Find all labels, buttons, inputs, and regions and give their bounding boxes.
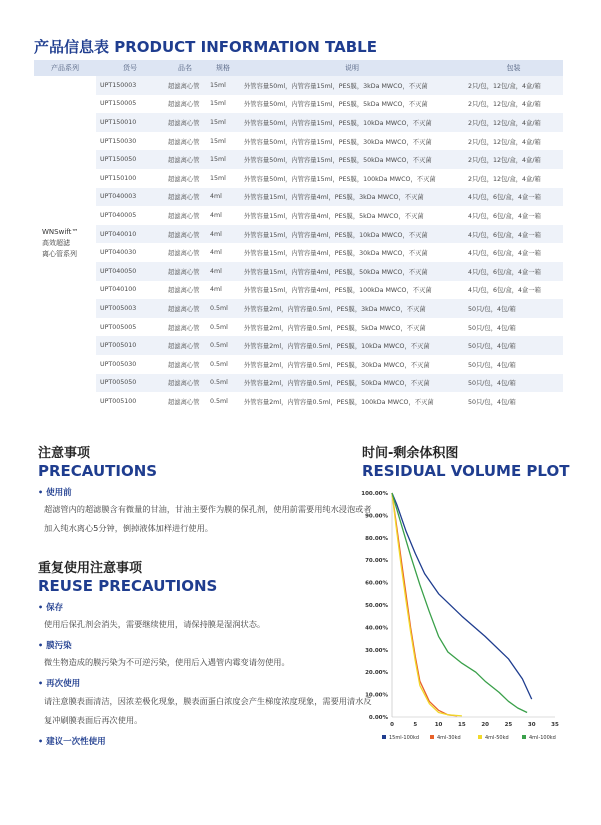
cell-description: 外管容量50ml，内管容量15ml，PES膜，30kDa MWCO，不灭菌 (240, 132, 464, 151)
cell-spec: 0.5ml (206, 374, 240, 393)
cell-packaging: 50只/包，4包/箱 (464, 299, 563, 318)
cell-description: 外管容量2ml，内管容量0.5ml，PES膜，100kDa MWCO，不灭菌 (240, 392, 464, 411)
reuse-text-reuse: 请注意膜表面清洁，因浓差极化现象，膜表面蛋白浓度会产生梯度浓度现象，需要用清水反复冲刷膜表面后再次使用。 (44, 696, 372, 725)
cell-packaging: 4只/包，6包/盒，4盒一箱 (464, 243, 563, 262)
legend-swatch (522, 735, 526, 739)
reuse-title-en: REUSE PRECAUTIONS (38, 577, 218, 595)
cell-spec: 4ml (206, 281, 240, 300)
y-tick-label: 80.00% (365, 535, 388, 542)
precautions-text: 超滤管内的超滤膜含有微量的甘油，甘油主要作为膜的保孔剂，使用前需要用纯水浸泡或者加入纯水离心5分钟，倒掉液体加样进行使用。 (44, 504, 372, 533)
legend-label: 4ml-50kd (485, 735, 509, 741)
cell-description: 外管容量2ml，内管容量0.5ml，PES膜，10kDa MWCO，不灭菌 (240, 336, 464, 355)
cell-description: 外管容量15ml，内管容量4ml，PES膜，3kDa MWCO，不灭菌 (240, 188, 464, 207)
cell-spec: 0.5ml (206, 318, 240, 337)
cell-description: 外管容量2ml，内管容量0.5ml，PES膜，30kDa MWCO，不灭菌 (240, 355, 464, 374)
cell-spec: 4ml (206, 188, 240, 207)
cell-spec: 15ml (206, 150, 240, 169)
precautions-title-cn: 注意事项 (38, 446, 91, 461)
reuse-text-fouling: 微生物造成的膜污染为不可逆污染，使用后入遇管内霉变请勿使用。 (44, 657, 290, 667)
reuse-bullet-label: 再次使用 (46, 679, 81, 689)
cell-sku: UPT005030 (96, 355, 164, 374)
cell-description: 外管容量2ml，内管容量0.5ml，PES膜，3kDa MWCO，不灭菌 (240, 299, 464, 318)
precautions-heading (38, 442, 157, 480)
bullet-dot-icon: • (38, 488, 44, 497)
cell-packaging: 2只/包，12包/盒，4盒/箱 (464, 150, 563, 169)
cell-product-name: 超滤离心管 (164, 392, 206, 411)
cell-spec: 4ml (206, 206, 240, 225)
series-line: WNSwift™ (42, 227, 79, 236)
x-tick-label: 5 (413, 722, 418, 728)
cell-packaging: 2只/包，12包/盒，4盒/箱 (464, 113, 563, 132)
cell-product-name: 超滤离心管 (164, 132, 206, 151)
residual-volume-chart (360, 485, 570, 750)
y-tick-label: 50.00% (365, 603, 388, 609)
table-row (34, 169, 563, 188)
cell-sku: UPT005005 (96, 318, 164, 337)
cell-packaging: 4只/包，6包/盒，4盒一箱 (464, 188, 563, 207)
cell-product-name: 超滤离心管 (164, 299, 206, 318)
cell-sku: UPT150100 (96, 169, 164, 188)
cell-sku: UPT040005 (96, 206, 164, 225)
table-row (34, 355, 563, 374)
bullet-dot-icon: • (38, 737, 44, 746)
cell-sku: UPT150050 (96, 150, 164, 169)
cell-packaging: 2只/包，12包/盒，4盒/箱 (464, 169, 563, 188)
cell-product-name: 超滤离心管 (164, 206, 206, 225)
cell-packaging: 4只/包，6包/盒，4盒一箱 (464, 225, 563, 244)
cell-sku: UPT005100 (96, 392, 164, 411)
cell-packaging: 50只/包，4包/箱 (464, 392, 563, 411)
y-tick-label: 70.00% (365, 558, 388, 565)
cell-description: 外管容量15ml，内管容量4ml，PES膜，30kDa MWCO，不灭菌 (240, 243, 464, 262)
cell-spec: 15ml (206, 76, 240, 95)
header-spec: 规格 (206, 60, 240, 76)
cell-sku: UPT150010 (96, 113, 164, 132)
x-tick-label: 0 (390, 722, 394, 728)
header-product-name: 品名 (164, 60, 206, 76)
legend-label: 4ml-100kd (529, 735, 556, 741)
reuse-bullet-fouling (38, 639, 72, 651)
cell-sku: UPT005010 (96, 336, 164, 355)
header-sku: 货号 (96, 60, 164, 76)
table-row (34, 95, 563, 114)
cell-packaging: 50只/包，4包/箱 (464, 355, 563, 374)
cell-description: 外管容量15ml，内管容量4ml，PES膜，100kDa MWCO，不灭菌 (240, 281, 464, 300)
cell-spec: 0.5ml (206, 299, 240, 318)
cell-description: 外管容量50ml，内管容量15ml，PES膜，10kDa MWCO，不灭菌 (240, 113, 464, 132)
y-tick-label: 100.00% (361, 491, 388, 497)
cell-spec: 4ml (206, 243, 240, 262)
cell-spec: 15ml (206, 169, 240, 188)
cell-spec: 15ml (206, 95, 240, 114)
series-cell (34, 76, 96, 411)
y-tick-label: 40.00% (365, 625, 388, 632)
cell-sku: UPT150003 (96, 76, 164, 95)
cell-packaging: 2只/包，12包/盒，4盒/箱 (464, 132, 563, 151)
cell-description: 外管容量15ml，内管容量4ml，PES膜，5kDa MWCO，不灭菌 (240, 206, 464, 225)
y-tick-label: 30.00% (365, 647, 388, 654)
cell-product-name: 超滤离心管 (164, 374, 206, 393)
reuse-bullet-label: 建议一次性使用 (46, 737, 106, 747)
table-row (34, 188, 563, 207)
cell-spec: 0.5ml (206, 355, 240, 374)
table-row (34, 225, 563, 244)
bullet-dot-icon: • (38, 641, 44, 650)
page-title-cn: 产品信息表 (34, 38, 110, 56)
y-tick-label: 20.00% (365, 670, 388, 677)
cell-packaging: 50只/包，4包/箱 (464, 374, 563, 393)
chart-heading (362, 442, 569, 480)
cell-product-name: 超滤离心管 (164, 76, 206, 95)
x-tick-label: 20 (481, 722, 489, 728)
cell-product-name: 超滤离心管 (164, 95, 206, 114)
cell-description: 外管容量50ml，内管容量15ml，PES膜，5kDa MWCO，不灭菌 (240, 95, 464, 114)
header-packaging: 包装 (464, 60, 563, 76)
legend-swatch (382, 735, 386, 739)
cell-product-name: 超滤离心管 (164, 188, 206, 207)
page-title-en: PRODUCT INFORMATION TABLE (114, 38, 377, 56)
cell-product-name: 超滤离心管 (164, 169, 206, 188)
cell-spec: 4ml (206, 262, 240, 281)
precautions-title-en: PRECAUTIONS (38, 462, 158, 480)
header-series: 产品系列 (34, 60, 96, 76)
series-line: 高效超滤 (42, 238, 70, 247)
cell-product-name: 超滤离心管 (164, 243, 206, 262)
cell-packaging: 4只/包，6包/盒，4盒一箱 (464, 206, 563, 225)
table-row (34, 76, 563, 95)
series-line-15ml-100kd (392, 493, 532, 699)
reuse-bullet-storage (38, 601, 63, 613)
legend-swatch (430, 735, 434, 739)
table-row (34, 392, 563, 411)
cell-packaging: 2只/包，12包/盒，4盒/箱 (464, 95, 563, 114)
table-row (34, 150, 563, 169)
reuse-bullet-label: 膜污染 (46, 641, 72, 651)
product-table (34, 60, 563, 411)
x-tick-label: 10 (434, 722, 443, 728)
y-tick-label: 10.00% (365, 692, 388, 699)
table-row (34, 281, 563, 300)
cell-spec: 4ml (206, 225, 240, 244)
chart-title-en: RESIDUAL VOLUME PLOT (362, 462, 570, 480)
table-row (34, 206, 563, 225)
table-row (34, 243, 563, 262)
chart-title-cn: 时间-剩余体积图 (362, 446, 459, 461)
cell-packaging: 4只/包，6包/盒，4盒一箱 (464, 262, 563, 281)
legend-label: 4ml-30kd (437, 735, 461, 741)
series-line: 离心管系列 (42, 249, 77, 258)
reuse-bullet-reuse (38, 677, 80, 689)
cell-sku: UPT040003 (96, 188, 164, 207)
legend-label: 15ml-100kd (389, 735, 420, 741)
cell-spec: 0.5ml (206, 336, 240, 355)
cell-spec: 15ml (206, 132, 240, 151)
table-row (34, 262, 563, 281)
table-row (34, 318, 563, 337)
x-tick-label: 25 (504, 722, 513, 728)
cell-sku: UPT005003 (96, 299, 164, 318)
cell-description: 外管容量15ml，内管容量4ml，PES膜，50kDa MWCO，不灭菌 (240, 262, 464, 281)
cell-sku: UPT040050 (96, 262, 164, 281)
reuse-title-cn: 重复使用注意事项 (38, 561, 143, 576)
y-tick-label: 90.00% (365, 513, 388, 520)
cell-description: 外管容量50ml，内管容量15ml，PES膜，100kDa MWCO，不灭菌 (240, 169, 464, 188)
cell-description: 外管容量2ml，内管容量0.5ml，PES膜，5kDa MWCO，不灭菌 (240, 318, 464, 337)
precautions-bullet-label: 使用前 (46, 488, 72, 498)
table-header-row (34, 60, 563, 76)
cell-spec: 15ml (206, 113, 240, 132)
cell-product-name: 超滤离心管 (164, 113, 206, 132)
cell-description: 外管容量15ml，内管容量4ml，PES膜，10kDa MWCO，不灭菌 (240, 225, 464, 244)
x-tick-label: 30 (527, 722, 536, 728)
page-title (34, 36, 377, 57)
cell-packaging: 50只/包，4包/箱 (464, 318, 563, 337)
reuse-bullet-label: 保存 (46, 603, 64, 613)
cell-packaging: 50只/包，4包/箱 (464, 336, 563, 355)
cell-sku: UPT150030 (96, 132, 164, 151)
cell-description: 外管容量50ml，内管容量15ml，PES膜，50kDa MWCO，不灭菌 (240, 150, 464, 169)
cell-spec: 0.5ml (206, 392, 240, 411)
table-row (34, 132, 563, 151)
cell-sku: UPT005050 (96, 374, 164, 393)
reuse-bullet-single-use (38, 735, 106, 747)
cell-product-name: 超滤离心管 (164, 262, 206, 281)
cell-packaging: 4只/包，6包/盒，4盒一箱 (464, 281, 563, 300)
cell-product-name: 超滤离心管 (164, 336, 206, 355)
cell-product-name: 超滤离心管 (164, 318, 206, 337)
legend-swatch (478, 735, 482, 739)
table-row (34, 336, 563, 355)
bullet-dot-icon: • (38, 603, 44, 612)
cell-product-name: 超滤离心管 (164, 225, 206, 244)
cell-product-name: 超滤离心管 (164, 150, 206, 169)
cell-sku: UPT150005 (96, 95, 164, 114)
table-row (34, 113, 563, 132)
y-tick-label: 60.00% (365, 580, 388, 587)
y-tick-label: 0.00% (368, 715, 388, 721)
cell-sku: UPT040030 (96, 243, 164, 262)
table-row (34, 374, 563, 393)
reuse-heading (38, 557, 217, 595)
cell-description: 外管容量50ml，内管容量15ml，PES膜，3kDa MWCO，不灭菌 (240, 76, 464, 95)
x-tick-label: 35 (551, 722, 559, 728)
series-line-4ml-100kd (392, 493, 527, 713)
x-tick-label: 15 (458, 722, 466, 728)
header-description: 说明 (240, 60, 464, 76)
cell-sku: UPT040010 (96, 225, 164, 244)
table-row (34, 299, 563, 318)
cell-sku: UPT040100 (96, 281, 164, 300)
cell-description: 外管容量2ml，内管容量0.5ml，PES膜，50kDa MWCO，不灭菌 (240, 374, 464, 393)
bullet-dot-icon: • (38, 679, 44, 688)
precautions-bullet (38, 486, 72, 498)
reuse-text-storage: 使用后保孔剂会消失，需要继续使用，请保持膜是湿润状态。 (44, 619, 266, 629)
cell-product-name: 超滤离心管 (164, 355, 206, 374)
cell-product-name: 超滤离心管 (164, 281, 206, 300)
cell-packaging: 2只/包，12包/盒，4盒/箱 (464, 76, 563, 95)
